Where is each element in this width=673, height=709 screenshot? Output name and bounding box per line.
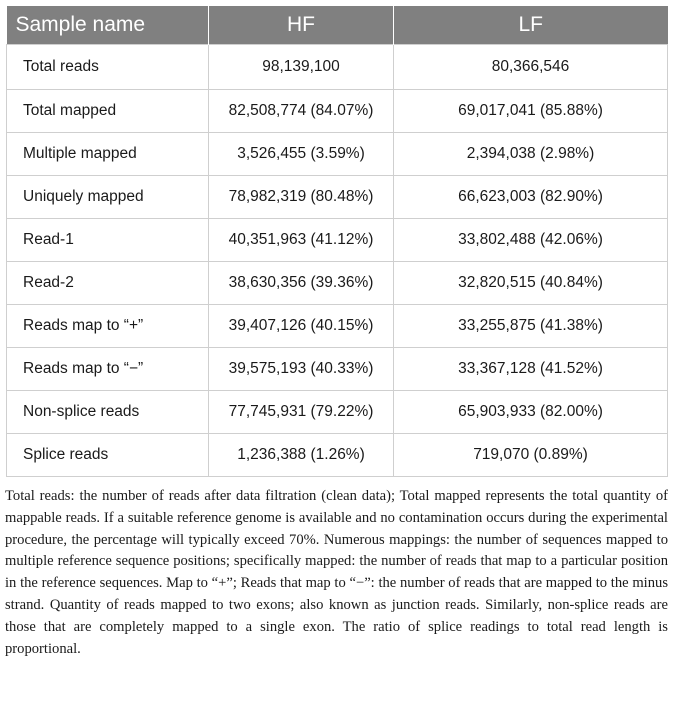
header-lf: LF [394,6,668,45]
hf-cell: 1,236,388 (1.26%) [209,434,394,477]
hf-cell: 78,982,319 (80.48%) [209,176,394,219]
lf-cell: 2,394,038 (2.98%) [394,133,668,176]
row-label: Reads map to “+” [7,305,209,348]
table-row [7,45,668,90]
hf-cell: 3,526,455 (3.59%) [209,133,394,176]
lf-cell: 33,802,488 (42.06%) [394,219,668,262]
row-label: Total mapped [7,90,209,133]
hf-cell: 39,407,126 (40.15%) [209,305,394,348]
table-row [7,434,668,477]
row-label: Read-2 [7,262,209,305]
row-label: Splice reads [7,434,209,477]
table-row [7,90,668,133]
lf-cell: 69,017,041 (85.88%) [394,90,668,133]
row-label: Multiple mapped [7,133,209,176]
lf-cell: 33,367,128 (41.52%) [394,348,668,391]
hf-cell: 38,630,356 (39.36%) [209,262,394,305]
lf-cell: 80,366,546 [394,45,668,90]
lf-cell: 719,070 (0.89%) [394,434,668,477]
lf-cell: 33,255,875 (41.38%) [394,305,668,348]
header-sample-name: Sample name [7,6,209,45]
row-label: Non-splice reads [7,391,209,434]
row-label: Reads map to “−” [7,348,209,391]
hf-cell: 82,508,774 (84.07%) [209,90,394,133]
hf-cell: 98,139,100 [209,45,394,90]
lf-cell: 66,623,003 (82.90%) [394,176,668,219]
table-row [7,348,668,391]
row-label: Uniquely mapped [7,176,209,219]
table-header-row [7,6,668,45]
table-row [7,176,668,219]
mapping-stats-table-container [6,6,667,477]
row-label: Read-1 [7,219,209,262]
header-hf: HF [209,6,394,45]
lf-cell: 32,820,515 (40.84%) [394,262,668,305]
table-row [7,133,668,176]
table-row [7,305,668,348]
hf-cell: 40,351,963 (41.12%) [209,219,394,262]
table-row [7,219,668,262]
lf-cell: 65,903,933 (82.00%) [394,391,668,434]
table-footnote: Total reads: the number of reads after data filtration (clean data); Total mapped represents the total quantity of mappable reads. If a suitable reference genome is available and no contamination occurs during the experimental procedure, the percentage will typically exceed 70%. Numerous mappings: the number of sequences mapped to multiple reference sequence positions; specifically mapped: the number of reads that map to a particular position in the reference sequences. Map to “+”; Reads that map to “−”: the number of reads that are mapped to the minus strand. Quantity of reads mapped to two exons; also known as junction reads. Similarly, non-splice reads are those that are completely mapped to a single exon. The ratio of splice readings to total read length is proportional. [5,488,668,657]
mapping-stats-table [6,6,668,477]
table-row [7,391,668,434]
hf-cell: 39,575,193 (40.33%) [209,348,394,391]
row-label: Total reads [7,45,209,90]
hf-cell: 77,745,931 (79.22%) [209,391,394,434]
table-row [7,262,668,305]
